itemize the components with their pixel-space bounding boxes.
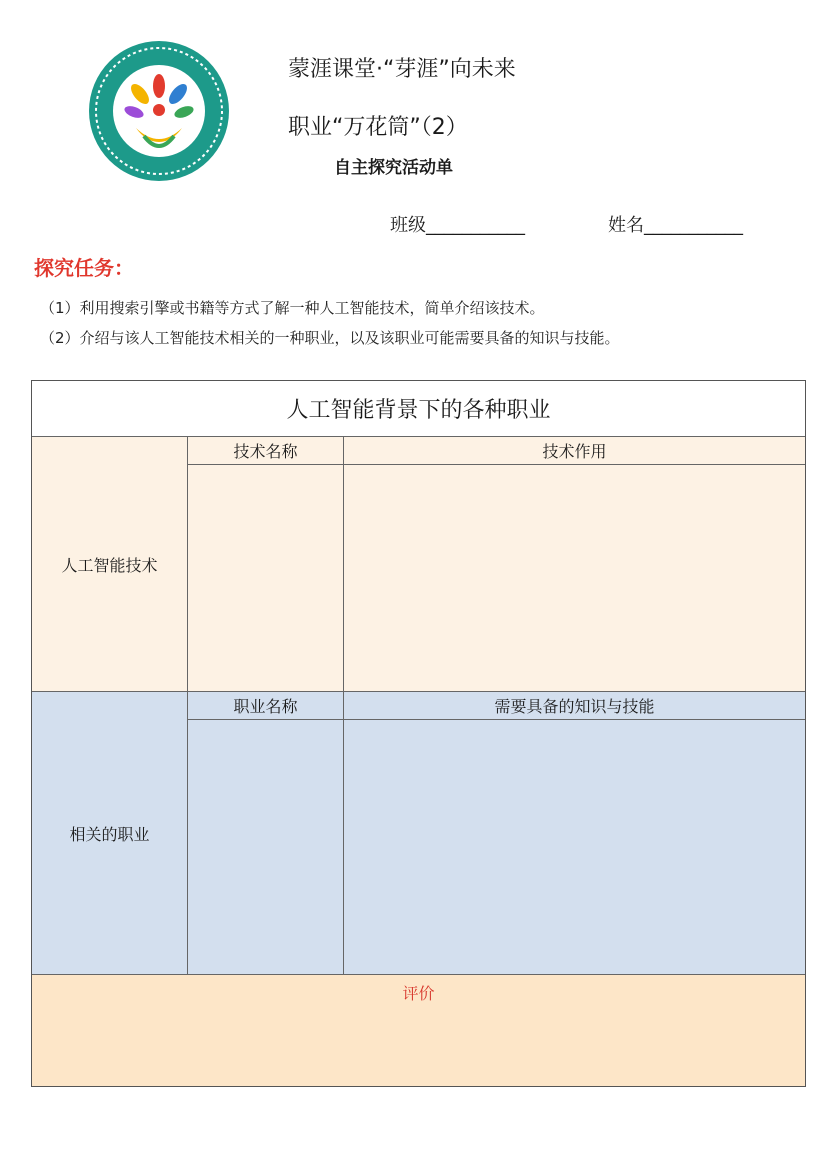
- class-field[interactable]: 班级___________: [390, 215, 525, 236]
- column-header-tech-name: 技术名称: [188, 437, 344, 465]
- page-subtitle: 职业“万花筒”（2）: [288, 115, 468, 140]
- table-title: 人工智能背景下的各种职业: [32, 381, 805, 437]
- tech-function-answer-cell[interactable]: [344, 465, 805, 692]
- task-heading: 探究任务：: [34, 256, 134, 280]
- page-title: 蒙涯课堂·“芽涯”向未来: [288, 57, 516, 82]
- job-skills-answer-cell[interactable]: [344, 720, 805, 975]
- section-label-ai: 人工智能技术: [32, 437, 188, 692]
- school-logo: [86, 38, 232, 184]
- evaluation-cell[interactable]: [32, 975, 805, 1086]
- evaluation-label: 评价: [402, 984, 435, 1003]
- section-label-job: 相关的职业: [32, 692, 188, 975]
- career-table: [31, 380, 806, 1087]
- task-item: （2）介绍与该人工智能技术相关的一种职业，以及该职业可能需要具备的知识与技能。: [40, 329, 620, 347]
- tech-name-answer-cell[interactable]: [188, 465, 344, 692]
- job-name-answer-cell[interactable]: [188, 720, 344, 975]
- column-header-job-name: 职业名称: [188, 692, 344, 720]
- school-logo-icon: [86, 38, 232, 184]
- column-header-job-skills: 需要具备的知识与技能: [344, 692, 805, 720]
- task-item: （1）利用搜索引擎或书籍等方式了解一种人工智能技术，简单介绍该技术。: [40, 299, 545, 317]
- activity-sheet-title: 自主探究活动单: [334, 158, 453, 178]
- column-header-tech-function: 技术作用: [344, 437, 805, 465]
- name-field[interactable]: 姓名___________: [608, 215, 743, 236]
